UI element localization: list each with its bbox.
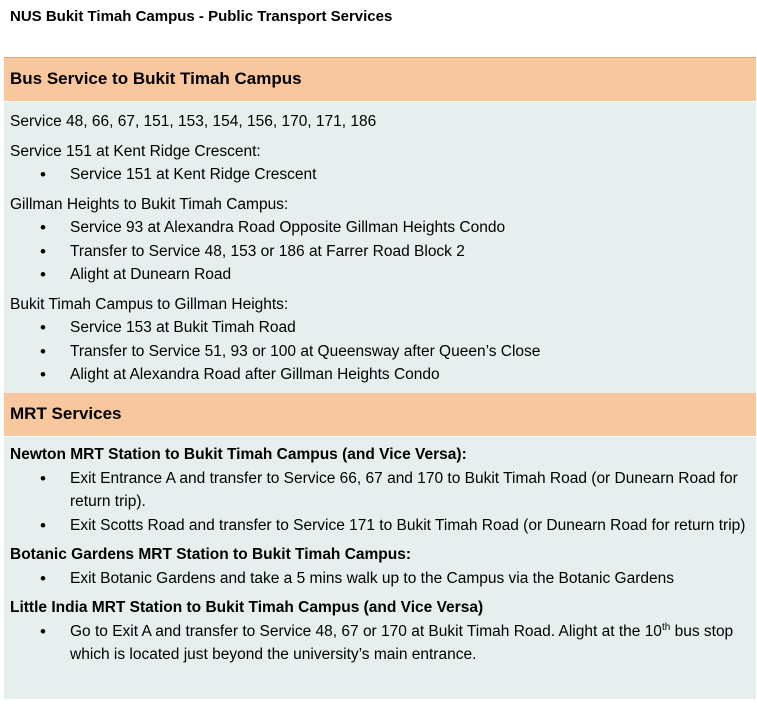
group-title-little-india: Little India MRT Station to Bukit Timah Campus (and Vice Versa) xyxy=(10,599,484,616)
bus-services-line: Service 48, 66, 67, 151, 153, 154, 156, 170, 171, 186 xyxy=(10,113,377,130)
group-title-campus-to-gillman: Bukit Timah Campus to Gillman Heights: xyxy=(10,295,289,313)
bullet-list-newton xyxy=(10,467,750,538)
item-text-before: Go to Exit A and transfer to Service 48, 67 or 170 at Bukit Timah Road. Alight at the 10 xyxy=(70,622,662,640)
list-item: • Alight at Alexandra Road after Gillman Heights Condo xyxy=(10,363,750,387)
list-item: • Exit Entrance A and transfer to Service 66, 67 and 170 to Bukit Timah Road (or Dunearn Road for return trip). xyxy=(10,467,750,514)
bullet-list-gillman-to-campus xyxy=(10,216,750,287)
bullet-list-kent-ridge xyxy=(10,163,750,187)
ordinal-suffix: th xyxy=(661,621,671,633)
group-title-botanic-gardens: Botanic Gardens MRT Station to Bukit Timah Campus: xyxy=(10,546,412,563)
group-title-gillman-to-campus: Gillman Heights to Bukit Timah Campus: xyxy=(10,195,289,213)
list-item: • Service 151 at Kent Ridge Crescent xyxy=(10,163,750,187)
transport-table xyxy=(4,57,756,699)
list-item: • Service 93 at Alexandra Road Opposite Gillman Heights Condo xyxy=(10,216,750,240)
list-item: • Transfer to Service 51, 93 or 100 at Queensway after Queen’s Close xyxy=(10,340,750,364)
list-item: • Service 153 at Bukit Timah Road xyxy=(10,316,750,340)
bullet-list-campus-to-gillman xyxy=(10,316,750,387)
mrt-section-body xyxy=(4,437,756,699)
group-title-newton: Newton MRT Station to Bukit Timah Campus (and Vice Versa): xyxy=(10,446,467,463)
bullet-list-botanic-gardens xyxy=(10,567,750,591)
item-text-after: bus stop which is located just beyond the university’s main entrance. xyxy=(70,622,734,663)
bus-section-body xyxy=(4,102,756,393)
group-title-kent-ridge: Service 151 at Kent Ridge Crescent: xyxy=(10,142,261,160)
bus-section-header: Bus Service to Bukit Timah Campus xyxy=(4,58,756,102)
bullet-list-little-india xyxy=(10,620,750,667)
list-item: • Transfer to Service 48, 153 or 186 at Farrer Road Block 2 xyxy=(10,240,750,264)
list-item: • Alight at Dunearn Road xyxy=(10,263,750,287)
list-item: • Exit Scotts Road and transfer to Service 171 to Bukit Timah Road (or Dunearn Road for return trip) xyxy=(10,514,750,538)
list-item: • Exit Botanic Gardens and take a 5 mins walk up to the Campus via the Botanic Gardens xyxy=(10,567,750,591)
list-item xyxy=(10,620,750,667)
mrt-section-header: MRT Services xyxy=(4,393,756,437)
page-title: NUS Bukit Timah Campus - Public Transport Services xyxy=(10,8,393,25)
